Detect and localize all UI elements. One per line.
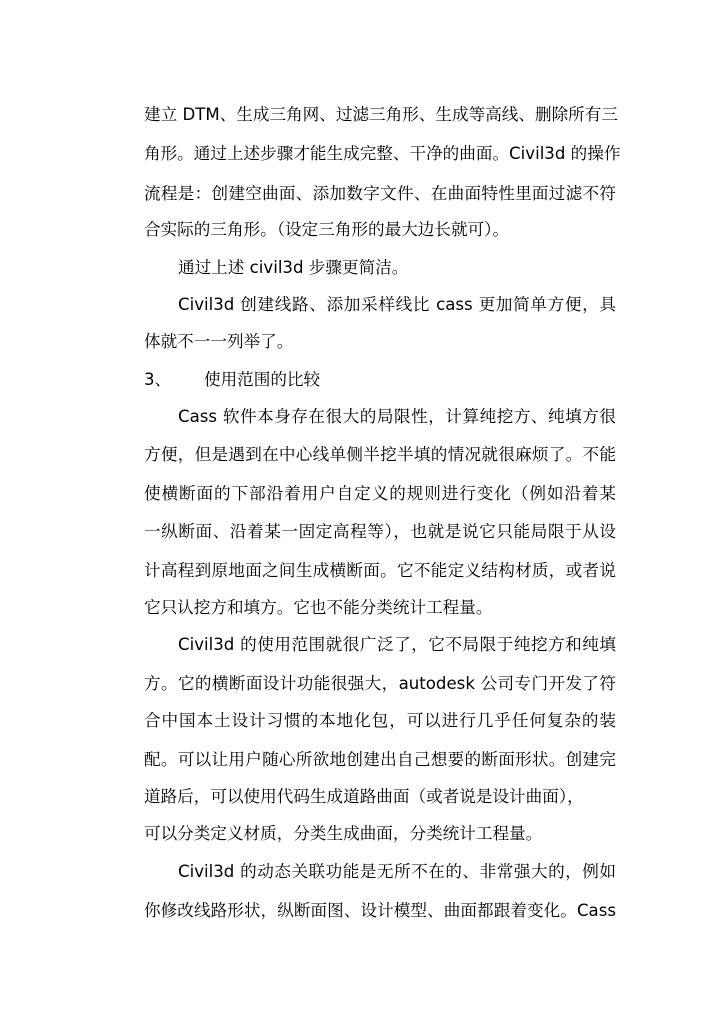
paragraph-line: 流程是：创建空曲面、添加数字文件、在曲面特性里面过滤不符: [144, 184, 616, 203]
paragraph-line: 角形。通过上述步骤才能生成完整、干净的曲面。Civil3d 的操作: [144, 144, 621, 163]
paragraph-line: 方便，但是遇到在中心线单侧半挖半填的情况就很麻烦了。不能: [144, 445, 616, 464]
paragraph-line: Civil3d 的使用范围就很广泛了，它不局限于纯挖方和纯填: [178, 635, 616, 654]
paragraph-line: 通过上述 civil3d 步骤更简洁。: [178, 258, 409, 277]
section-number: 3、: [144, 370, 172, 389]
section-title: 使用范围的比较: [204, 370, 321, 389]
paragraph-line: 体就不一一列举了。: [144, 332, 294, 351]
paragraph-line: 合实际的三角形。（设定三角形的最大边长就可）。: [144, 220, 510, 239]
paragraph-line: 道路后，可以使用代码生成道路曲面（或者说是设计曲面），: [144, 787, 584, 806]
paragraph-line: 它只认挖方和填方。它也不能分类统计工程量。: [144, 598, 493, 617]
paragraph-line: 一纵断面、沿着某一固定高程等），也就是说它只能局限于从设: [144, 522, 616, 541]
paragraph-line: 合中国本土设计习惯的本地化包，可以进行几乎任何复杂的装: [144, 711, 616, 730]
paragraph-line: 可以分类定义材质，分类生成曲面，分类统计工程量。: [144, 824, 543, 843]
paragraph-line: 方。它的横断面设计功能很强大，autodesk 公司专门开发了符: [144, 674, 616, 693]
paragraph-line: 计高程到原地面之间生成横断面。它不能定义结构材质，或者说: [144, 561, 616, 580]
paragraph-line: 你修改线路形状，纵断面图、设计模型、曲面都跟着变化。Cass: [144, 901, 616, 920]
paragraph-line: Civil3d 创建线路、添加采样线比 cass 更加简单方便，具: [178, 295, 616, 314]
paragraph-line: 使横断面的下部沿着用户自定义的规则进行变化（例如沿着某: [144, 484, 616, 503]
paragraph-line: 建立 DTM、生成三角网、过滤三角形、生成等高线、删除所有三: [144, 105, 618, 124]
paragraph-line: Civil3d 的动态关联功能是无所不在的、非常强大的，例如: [178, 862, 616, 881]
paragraph-line: 配。可以让用户随心所欲地创建出自己想要的断面形状。创建完: [144, 750, 616, 769]
paragraph-line: Cass 软件本身存在很大的局限性，计算纯挖方、纯填方很: [178, 407, 616, 426]
